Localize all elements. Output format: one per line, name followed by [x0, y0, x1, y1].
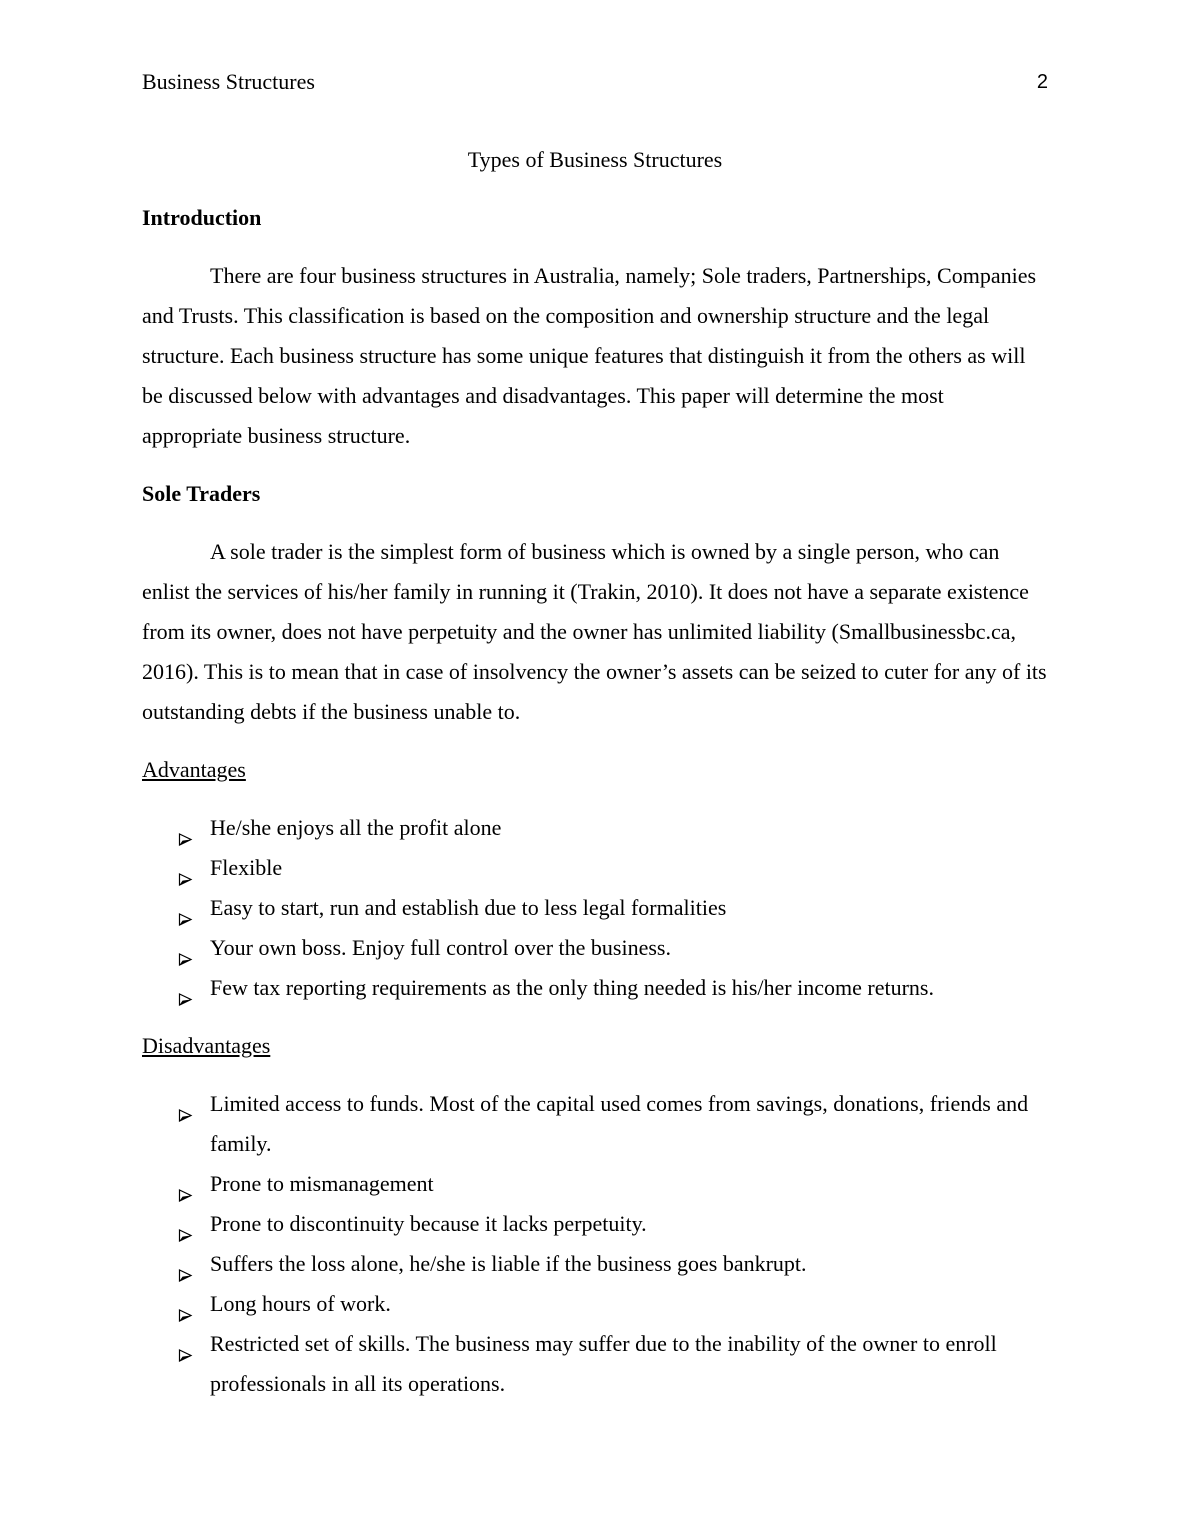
disadvantages-list — [142, 1084, 1048, 1404]
subheading-disadvantages: Disadvantages — [142, 1033, 271, 1058]
arrow-bullet-icon — [178, 1176, 193, 1191]
arrow-bullet-icon — [178, 860, 193, 875]
list-item — [142, 848, 1048, 888]
page-number: 2 — [1036, 71, 1048, 93]
list-item — [142, 808, 1048, 848]
list-item-text: Prone to mismanagement — [210, 1171, 434, 1196]
list-item-text: Limited access to funds. Most of the capital used comes from savings, donations, friends and family. — [210, 1091, 1029, 1156]
subheading-advantages: Advantages — [142, 757, 246, 782]
list-item — [142, 968, 1048, 1008]
sole-traders-paragraph: A sole trader is the simplest form of business which is owned by a single person, who can enlist the services of his/her family in running it (Trakin, 2010). It does not have a separate existence from its owner, does not have perpetuity and the owner has unlimited liability (Smallbusinessbc.ca, 2016). This is to mean that in case of insolvency the owner’s assets can be seized to cuter for any of its outstanding debts if the business unable to. — [142, 539, 1047, 724]
section-heading-introduction: Introduction — [142, 205, 262, 230]
section-heading-sole-traders: Sole Traders — [142, 481, 261, 506]
list-item-text: Flexible — [210, 855, 283, 880]
list-item — [142, 888, 1048, 928]
list-item — [142, 1164, 1048, 1204]
list-item-text: Your own boss. Enjoy full control over the business. — [210, 935, 671, 960]
arrow-bullet-icon — [178, 820, 193, 835]
advantages-list — [142, 808, 1048, 1008]
page-header — [142, 70, 1048, 94]
running-head: Business Structures — [142, 69, 315, 94]
list-item — [142, 1204, 1048, 1244]
list-item-text: Restricted set of skills. The business may suffer due to the inability of the owner to enroll professionals in all its operations. — [210, 1331, 997, 1396]
arrow-bullet-icon — [178, 1096, 193, 1111]
list-item — [142, 1284, 1048, 1324]
list-item — [142, 928, 1048, 968]
arrow-bullet-icon — [178, 980, 193, 995]
list-item — [142, 1084, 1048, 1164]
arrow-bullet-icon — [178, 1296, 193, 1311]
list-item — [142, 1244, 1048, 1284]
arrow-bullet-icon — [178, 900, 193, 915]
introduction-paragraph: There are four business structures in Australia, namely; Sole traders, Partnerships, Companies and Trusts. This classification is based on the composition and ownership structure and the legal structure. Each business structure has some unique features that distinguish it from the others as will be discussed below with advantages and disadvantages. This paper will determine the most appropriate business structure. — [142, 263, 1037, 448]
list-item-text: Long hours of work. — [210, 1291, 391, 1316]
list-item-text: He/she enjoys all the profit alone — [210, 815, 502, 840]
list-item-text: Few tax reporting requirements as the only thing needed is his/her income returns. — [210, 975, 934, 1000]
list-item-text: Suffers the loss alone, he/she is liable if the business goes bankrupt. — [210, 1251, 807, 1276]
list-item-text: Prone to discontinuity because it lacks perpetuity. — [210, 1211, 647, 1236]
list-item-text: Easy to start, run and establish due to less legal formalities — [210, 895, 727, 920]
arrow-bullet-icon — [178, 1216, 193, 1231]
arrow-bullet-icon — [178, 940, 193, 955]
list-item — [142, 1324, 1048, 1404]
arrow-bullet-icon — [178, 1336, 193, 1351]
document-title: Types of Business Structures — [467, 147, 723, 172]
arrow-bullet-icon — [178, 1256, 193, 1271]
